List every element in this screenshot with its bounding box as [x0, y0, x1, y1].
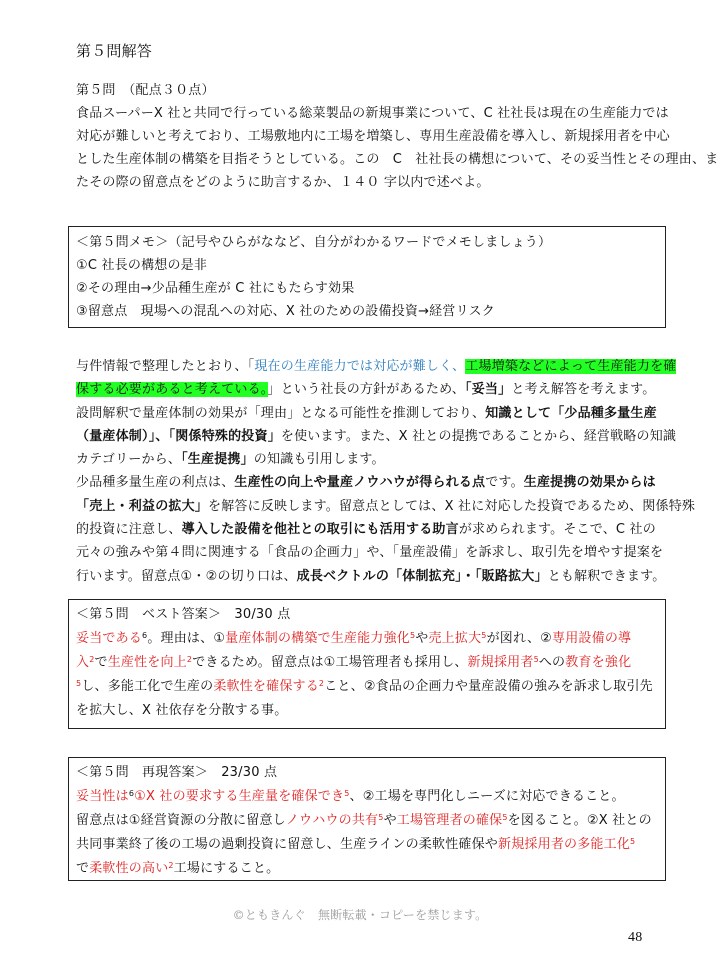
page-title: 第５問解答 [76, 42, 153, 60]
analysis-text: 元々の強みや第４問に関連する「食品の企画力」や、「量産設備」を訴求し、取引先を増やす提案を [76, 545, 664, 561]
answer-text: 工場にすること。 [173, 861, 280, 876]
question-line: たその際の留意点をどのように助言するか、１４０ 字以内で述べよ。 [76, 175, 490, 190]
bold-text: 知識として「少品種多量生産 [485, 405, 657, 421]
analysis-text: 行います。留意点①・②の切り口は、 [76, 568, 297, 584]
score-mark: 5 [533, 655, 539, 664]
keyword: 新規採用者 [467, 655, 534, 670]
question-heading: 第５問 （配点３０点） [76, 83, 215, 98]
analysis-line [76, 378, 676, 401]
analysis-text: の知識も引用します。 [253, 452, 385, 468]
answer-text: を図ること。②X 社との [507, 813, 652, 828]
analysis-text: 」という社長の方針があるため、 [267, 382, 465, 398]
score-mark: 5 [481, 631, 487, 640]
memo-item: ①C 社長の構想の是非 [76, 258, 208, 273]
score-mark: 6 [142, 631, 148, 640]
bold-text: 導入した設備を他社との取引にも活用する助言 [181, 522, 459, 538]
analysis-line [76, 355, 676, 378]
question-line: 対応が難しいと考えており、工場敷地内に工場を増築し、専用生産設備を導入し、新規採用者を中心 [76, 129, 671, 144]
answer-text: 、②工場を専門化しニーズに対応できること。 [349, 789, 625, 804]
question-line: 食品スーパーX 社と共同で行っている総菜製品の新規事業について、C 社社長は現在の生産能力では [76, 106, 669, 121]
keyword: 教育を強化 [565, 655, 632, 670]
analysis-text: と考え解答を考えます。 [511, 382, 656, 398]
answer-text: や [415, 631, 429, 646]
analysis-text: が求められます。そこで、C 社の [458, 522, 656, 538]
page-number: 48 [628, 930, 643, 945]
answer-text: が図れ、② [486, 631, 553, 646]
question-section [76, 80, 719, 194]
bold-text: 「売上・利益の拡大」 [76, 498, 209, 514]
answer-line [76, 785, 658, 809]
bold-text: （量産体制）」、「関係特殊的投資」 [76, 428, 281, 444]
bold-text: 「生産提携」 [181, 452, 254, 468]
analysis-text: を解答に反映します。留意点としては、X 社に対応した投資であるため、関係特殊 [208, 498, 696, 514]
quote-text: 現在の生産能力では対応が難しく、 [254, 359, 466, 374]
score-mark: 5 [378, 813, 384, 822]
keyword: 妥当性は [76, 789, 129, 804]
keyword: 柔軟性を確保する [213, 679, 319, 694]
answer-line [76, 675, 658, 699]
keyword: 量産体制の構築で生産能力強化 [225, 631, 410, 646]
answer-text: 留意点は①経営資源の分散に留意し [76, 813, 286, 828]
highlight-text: 工場増築などによって生産能力を確 [465, 359, 677, 374]
answer-text: できるため。留意点は①工場管理者も採用し、 [192, 655, 468, 670]
question-line: とした生産体制の構築を目指そうとしている。この C 社社長の構想について、その妥当性とその理由、ま [76, 152, 719, 167]
answer-line [76, 651, 658, 675]
analysis-text: とも解釈できます。 [547, 568, 666, 584]
analysis-text: 少品種多量生産の利点は、 [76, 475, 235, 491]
analysis-text: 的投資に注意し、 [76, 522, 182, 538]
score-mark: 5 [344, 789, 350, 798]
answer-text: 共同事業終了後の工場の過剰投資に留意し、生産ラインの柔軟性確保や [76, 837, 499, 852]
answer-line [76, 857, 658, 881]
keyword: 新規採用者の多能工化 [498, 837, 631, 852]
analysis-text: 与件情報で整理したとおり、「 [76, 359, 255, 374]
analysis-line [76, 518, 676, 541]
reproduced-answer-box [68, 757, 666, 881]
answer-text: し、多能工化で生産の [81, 679, 214, 694]
keyword: ①X 社の要求する生産量を確保でき [134, 789, 345, 804]
analysis-line [76, 425, 676, 448]
score-mark: 2 [89, 655, 95, 664]
answer-text: で [76, 861, 90, 876]
memo-box [68, 226, 666, 328]
score-mark: 5 [630, 837, 636, 846]
bold-text: 成長ベクトルの「体制拡充」・「販路拡大」 [296, 568, 548, 584]
keyword: 妥当である [76, 631, 143, 646]
analysis-line [76, 471, 676, 494]
keyword: 工場管理者の確保 [396, 813, 503, 828]
answer-text: で [94, 655, 108, 670]
score-mark: 2 [168, 861, 174, 870]
bold-text: 生産性の向上や量産ノウハウが得られる点 [234, 475, 486, 491]
analysis-text: を使います。また、X 社との提携であることから、経営戦略の知識 [280, 428, 677, 444]
analysis-line [76, 402, 676, 425]
keyword: ノウハウの共有 [285, 813, 379, 828]
analysis-line [76, 565, 676, 588]
best-answer-box [68, 599, 666, 729]
score-mark: 2 [318, 679, 325, 688]
keyword: 柔軟性の高い [89, 861, 169, 876]
copyright-footer: ©ともきんぐ 無断転載・コピーを禁じます。 [232, 908, 488, 922]
answer-text: を拡大し、X 社依存を分散する事。 [76, 703, 288, 718]
memo-item: ③留意点 現場への混乱への対応、X 社のための設備投資→経営リスク [76, 304, 495, 319]
keyword: 生産性を向上 [107, 655, 187, 670]
analysis-text: カテゴリーから、 [76, 452, 182, 468]
analysis-line [76, 541, 676, 564]
score-mark: 5 [76, 679, 82, 688]
score-mark: 2 [186, 655, 193, 664]
answer-line [76, 699, 658, 723]
analysis-text: 設問解釈で量産体制の効果が「理由」となる可能性を推測しており、 [76, 405, 486, 421]
keyword: 入 [76, 655, 90, 670]
highlight-text: 保する必要があると考えている。 [76, 382, 268, 398]
bold-text: 生産提携の効果からは [523, 475, 656, 491]
memo-item: ②その理由→少品種生産が C 社にもたらす効果 [76, 281, 355, 296]
analysis-section [76, 355, 696, 588]
analysis-line [76, 495, 696, 518]
answer-line [76, 627, 658, 651]
bold-text: 「妥当」 [465, 382, 512, 398]
answer-text: 。理由は、① [147, 631, 226, 646]
answer-text: への [538, 655, 566, 670]
keyword: 専用設備の導 [552, 631, 632, 646]
memo-title: ＜第５問メモ＞（記号やひらがななど、自分がわかるワードでメモしましょう） [76, 235, 552, 250]
reproduced-answer-title: ＜第５問 再現答案＞ 23/30 点 [76, 765, 278, 780]
keyword: 売上拡大 [428, 631, 482, 646]
best-answer-title: ＜第５問 ベスト答案＞ 30/30 点 [76, 607, 291, 622]
analysis-text: です。 [485, 475, 524, 491]
score-mark: 5 [409, 631, 416, 640]
score-mark: 5 [502, 813, 508, 822]
answer-line [76, 833, 658, 857]
answer-line [76, 809, 658, 833]
answer-text: や [383, 813, 397, 828]
score-mark: 6 [128, 789, 135, 798]
answer-text: こと、②食品の企画力や量産設備の強みを訴求し取引先 [324, 679, 653, 694]
analysis-line [76, 448, 676, 471]
